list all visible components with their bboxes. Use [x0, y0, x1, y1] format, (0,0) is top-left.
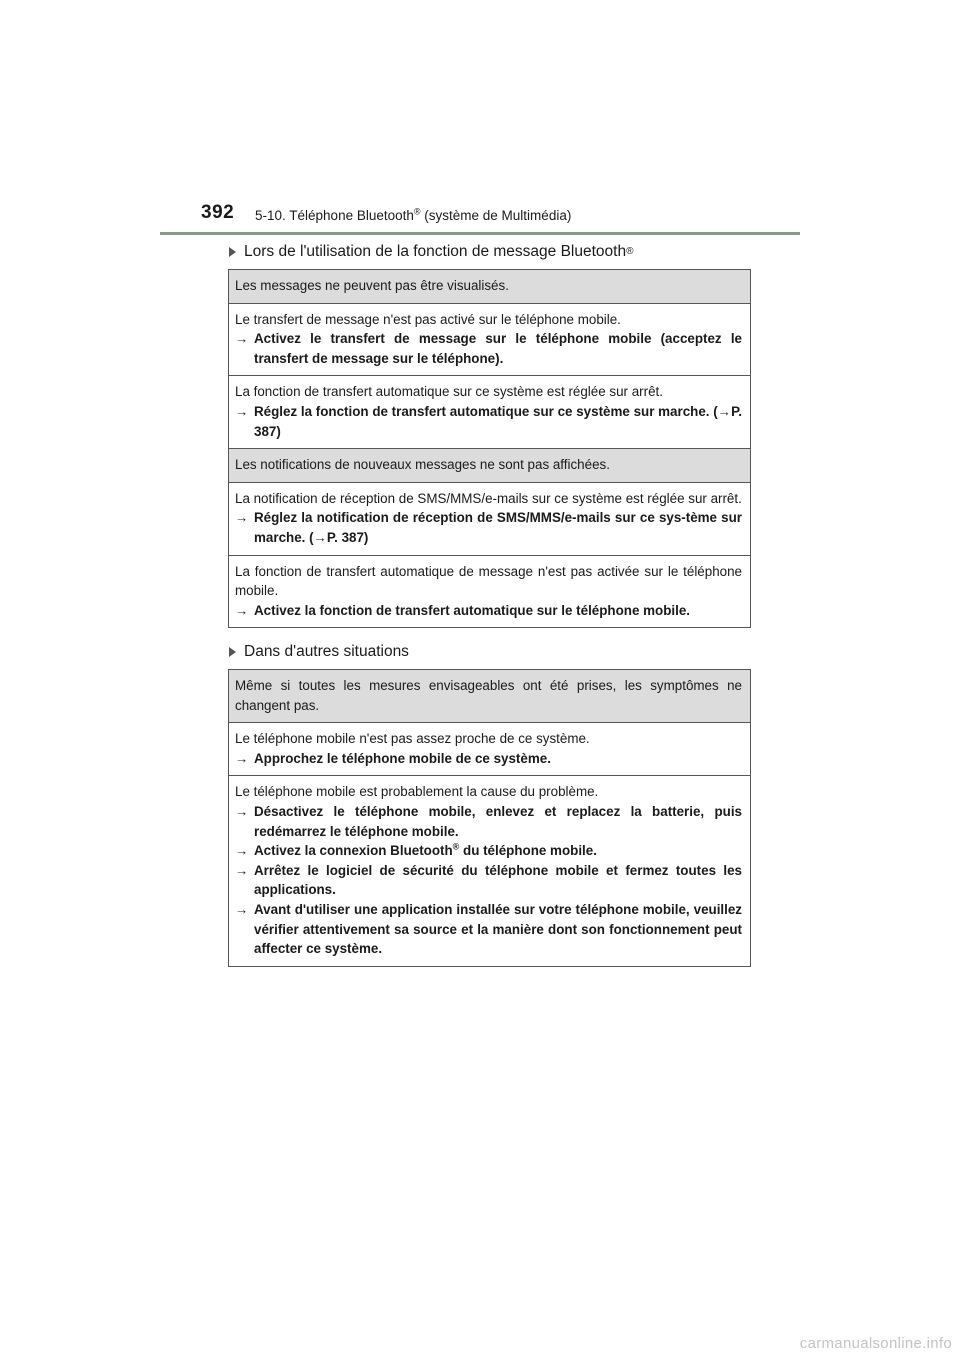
watermark: carmanualsonline.info: [799, 1335, 952, 1352]
triangle-bullet-icon: [229, 647, 236, 657]
section-heading-other: [229, 643, 409, 661]
remedy-action: [235, 802, 742, 841]
arrow-icon: →: [235, 602, 249, 618]
cause-row: [229, 775, 750, 965]
registered-mark: ®: [452, 841, 460, 852]
section-heading-text: Lors de l'utilisation de la fonction de message Bluetooth: [244, 243, 627, 260]
remedy-text: Avant d'utiliser une application installée sur votre téléphone mobile, veuillez vérifier attentivement sa source et la manière dont son fonctionnement peut affecter ce système.: [254, 901, 742, 957]
remedy-action: [235, 601, 742, 621]
remedy-text: Réglez la notification de réception de SMS/MMS/e-mails sur ce sys-tème sur marche. (→P. 387): [254, 510, 742, 545]
symptom-row: [229, 448, 750, 482]
remedy-text: Réglez la fonction de transfert automatique sur ce système sur marche. (→P. 387): [254, 403, 742, 439]
chapter-title: [255, 208, 571, 223]
section-heading-messages: Lors de l'utilisation de la fonction de message Bluetooth ®: [229, 243, 633, 261]
section-heading-text: Dans d'autres situations: [244, 643, 409, 660]
remedy-text: Approchez le téléphone mobile de ce système.: [254, 750, 551, 766]
cause-text: La fonction de transfert automatique de message n'est pas activée sur le téléphone mobile.: [235, 563, 742, 599]
arrow-icon: →: [235, 403, 249, 419]
page-number: 392: [201, 202, 235, 223]
remedy-text: Arrêtez le logiciel de sécurité du téléphone mobile et fermez toutes les applications.: [254, 862, 742, 898]
cause-row: [229, 375, 750, 448]
arrow-icon: →: [235, 331, 249, 347]
cause-text: La fonction de transfert automatique sur ce système est réglée sur arrêt.: [235, 384, 663, 400]
symptom-text: Même si toutes les mesures envisageables ont été prises, les symptômes ne changent pas.: [235, 678, 742, 713]
remedy-action: [235, 861, 742, 900]
remedy-action: [235, 749, 742, 769]
troubleshooting-table-other: [228, 669, 751, 967]
arrow-icon: →: [235, 750, 249, 766]
remedy-text: Désactivez le téléphone mobile, enlevez et replacez la batterie, puis redémarrez le téléphone mobile.: [254, 803, 742, 839]
cause-row: [229, 722, 750, 775]
triangle-bullet-icon: [229, 247, 236, 257]
cause-text: La notification de réception de SMS/MMS/e-mails sur ce système est réglée sur arrêt.: [235, 490, 742, 506]
remedy-action: [235, 329, 742, 368]
cause-row: [229, 303, 750, 376]
cause-text: Le téléphone mobile n'est pas assez proche de ce système.: [235, 731, 590, 747]
remedy-text: Activez la connexion Bluetooth® du téléphone mobile.: [254, 841, 597, 859]
registered-mark: ®: [413, 206, 421, 217]
chapter-title-prefix: 5-10. Téléphone Bluetooth: [255, 208, 414, 223]
cause-row: [229, 482, 750, 555]
remedy-action: [235, 402, 742, 441]
arrow-icon: →: [235, 843, 249, 859]
symptom-row: [229, 270, 750, 303]
chapter-title-suffix: (système de Multimédia): [420, 208, 572, 223]
symptom-row: [229, 670, 750, 722]
cause-text: Le téléphone mobile est probablement la cause du problème.: [235, 784, 599, 800]
arrow-icon: →: [235, 862, 249, 878]
remedy-text: Activez la fonction de transfert automatique sur le téléphone mobile.: [254, 602, 691, 618]
arrow-icon: →: [235, 901, 249, 917]
symptom-text: Les messages ne peuvent pas être visualisés.: [235, 278, 509, 293]
cause-text: Le transfert de message n'est pas activé sur le téléphone mobile.: [235, 311, 621, 327]
remedy-action: [235, 508, 742, 547]
remedy-text: Activez le transfert de message sur le téléphone mobile (acceptez le transfert de message sur le téléphone).: [254, 331, 742, 366]
arrow-icon: →: [235, 510, 249, 526]
troubleshooting-table-messages: [228, 269, 751, 628]
symptom-text: Les notifications de nouveaux messages ne sont pas affichées.: [235, 457, 610, 473]
cause-row: [229, 555, 750, 628]
arrow-icon: →: [235, 803, 249, 819]
remedy-action: [235, 841, 742, 861]
remedy-action: [235, 900, 742, 959]
header-rule: [160, 232, 800, 235]
